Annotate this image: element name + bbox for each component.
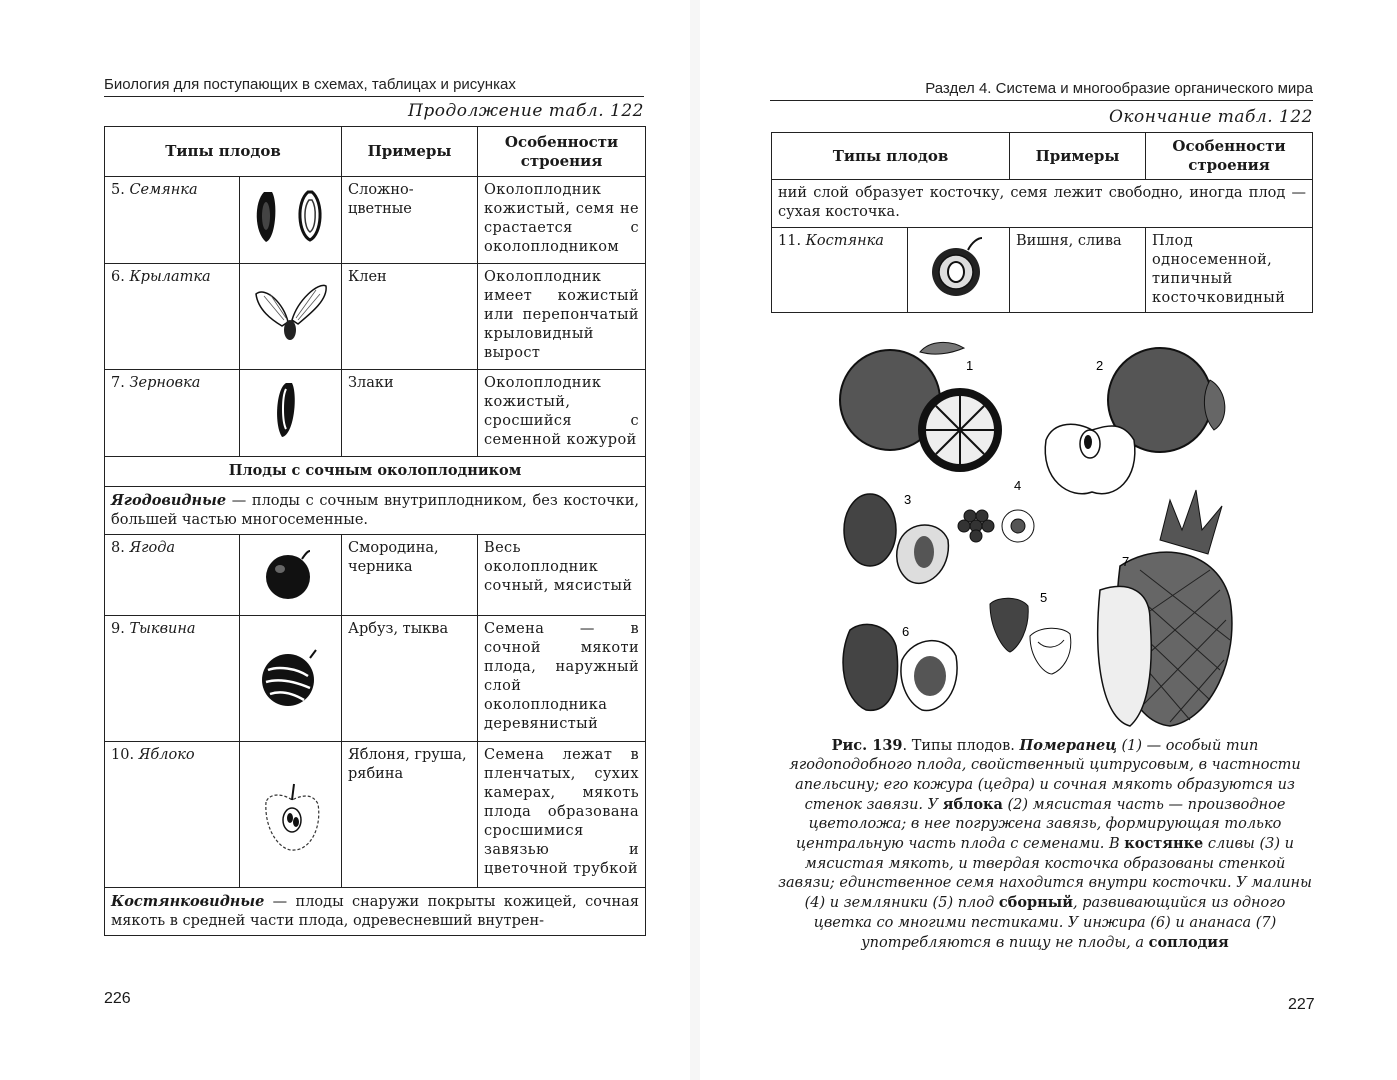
- left-head-rule: [104, 96, 644, 97]
- fruit-type-cell: 5. Семянка: [105, 177, 240, 264]
- table-row: [105, 535, 646, 616]
- drupe-icon: [908, 228, 1010, 313]
- table-row: [105, 370, 646, 457]
- right-page-number: 227: [1288, 996, 1315, 1013]
- table-row: [105, 177, 646, 264]
- table-row: [105, 264, 646, 370]
- table-row: [105, 888, 646, 936]
- samara-icon: [240, 264, 342, 370]
- header-features: Особенности строения: [478, 127, 646, 177]
- left-page-number: 226: [104, 990, 131, 1007]
- table-row: [105, 457, 646, 487]
- fruit-type-cell: 7. Зерновка: [105, 370, 240, 457]
- berry-like-note: Ягодовидные — плоды с сочным внутриплодником, без косточки, большей частью многосеменные.: [105, 487, 646, 535]
- examples-cell: Злаки: [342, 370, 478, 457]
- table-row: [772, 228, 1313, 313]
- features-cell: Семена — в сочной мякоти плода, наружный слой околоплодника деревянистый: [478, 616, 646, 742]
- drupe-carry-text: ний слой образует косточку, семя лежит свободно, иногда плод — сухая косточка.: [772, 180, 1313, 228]
- features-cell: Околоплодник кожистый, сросшийся с семенной кожурой: [478, 370, 646, 457]
- fig-illustration: [843, 624, 957, 710]
- apple-icon: [240, 742, 342, 888]
- header-examples: Примеры: [1010, 133, 1146, 180]
- left-fruit-table: [104, 126, 646, 936]
- fruit-type-cell: 11. Костянка: [772, 228, 908, 313]
- figure-label: 4: [1014, 478, 1022, 493]
- caryopsis-icon: [240, 370, 342, 457]
- drupe-like-note: Костянковидные — плоды снаружи покрыты кожицей, сочная мякоть в средней части плода, одревесневший внутрен-: [105, 888, 646, 936]
- examples-cell: Вишня, слива: [1010, 228, 1146, 313]
- right-continuation-label: Окончание табл. 122: [1108, 107, 1313, 127]
- orange-illustration: [840, 342, 1002, 472]
- features-cell: Семена лежат в пленчатых, сухих камерах, мякоть плода образована сросшимися завязью и цветочной трубкой: [478, 742, 646, 888]
- header-fruit-types: Типы плодов: [772, 133, 1010, 180]
- figure-label: 7: [1122, 554, 1130, 569]
- fruit-type-cell: 9. Тыквина: [105, 616, 240, 742]
- features-cell: Весь околоплодник сочный, мясистый: [478, 535, 646, 616]
- examples-cell: Яблоня, груша, рябина: [342, 742, 478, 888]
- fruit-type-cell: 10. Яблоко: [105, 742, 240, 888]
- figure-label: 2: [1096, 358, 1104, 373]
- figure-caption: Рис. 139. Типы плодов. Померанец (1) — особый тип ягодоподобного плода, свойственный цитрусовым, в частности апельсину; его кожура (цедра) и сочная мякоть образуются из стенок завязи. У яблока (2) мясистая часть — производное цветоложа; в нее погружена завязь, формирующая только центральную часть плода с семенами. В костянке сливы (3) и мясистая мякоть, и твердая косточка образованы стенкой завязи; единственное семя находится внутри косточки. У малины (4) и земляники (5) плод сборный, развивающийся из одного цветка со многими пестиками. У инжира (6) и ананаса (7) употребляются в пищу не плоды, а соплодия: [778, 737, 1312, 951]
- left-running-head: Биология для поступающих в схемах, таблицах и рисунках: [104, 76, 516, 93]
- table-row: [772, 180, 1313, 228]
- figure-label: 3: [904, 492, 912, 507]
- figure-label: 5: [1040, 590, 1048, 605]
- header-features: Особенности строения: [1146, 133, 1313, 180]
- apple-illustration: [1045, 348, 1225, 494]
- section-heading-juicy: Плоды с сочным околоплодником: [105, 457, 646, 487]
- features-cell: Околоплодник кожистый, семя не срастается с околоплодником: [478, 177, 646, 264]
- table-row: [105, 742, 646, 888]
- features-cell: Плод односеменной, типичный косточковидный: [1146, 228, 1313, 313]
- table-row: [105, 616, 646, 742]
- plum-illustration: [844, 494, 948, 583]
- fruit-types-figure: [830, 330, 1250, 730]
- right-fruit-table: [771, 132, 1313, 313]
- table-row: [105, 487, 646, 535]
- book-gutter: [690, 0, 700, 1080]
- features-cell: Околоплодник имеет кожистый или перепончатый крыловидный вырост: [478, 264, 646, 370]
- right-head-rule: [770, 100, 1313, 101]
- examples-cell: Арбуз, тыква: [342, 616, 478, 742]
- fruit-type-cell: 6. Крылатка: [105, 264, 240, 370]
- right-running-head: Раздел 4. Система и многообразие органического мира: [925, 80, 1313, 97]
- header-fruit-types: Типы плодов: [105, 127, 342, 177]
- achene-icon: [240, 177, 342, 264]
- examples-cell: Клен: [342, 264, 478, 370]
- strawberry-illustration: [990, 598, 1071, 674]
- pepo-icon: [240, 616, 342, 742]
- berry-icon: [240, 535, 342, 616]
- raspberry-illustration: [958, 510, 1034, 542]
- left-continuation-label: Продолжение табл. 122: [408, 101, 644, 121]
- figure-label: 6: [902, 624, 910, 639]
- pineapple-illustration: [1098, 490, 1232, 726]
- header-examples: Примеры: [342, 127, 478, 177]
- examples-cell: Сложно-цветные: [342, 177, 478, 264]
- figure-label: 1: [966, 358, 974, 373]
- examples-cell: Смородина, черника: [342, 535, 478, 616]
- fruit-type-cell: 8. Ягода: [105, 535, 240, 616]
